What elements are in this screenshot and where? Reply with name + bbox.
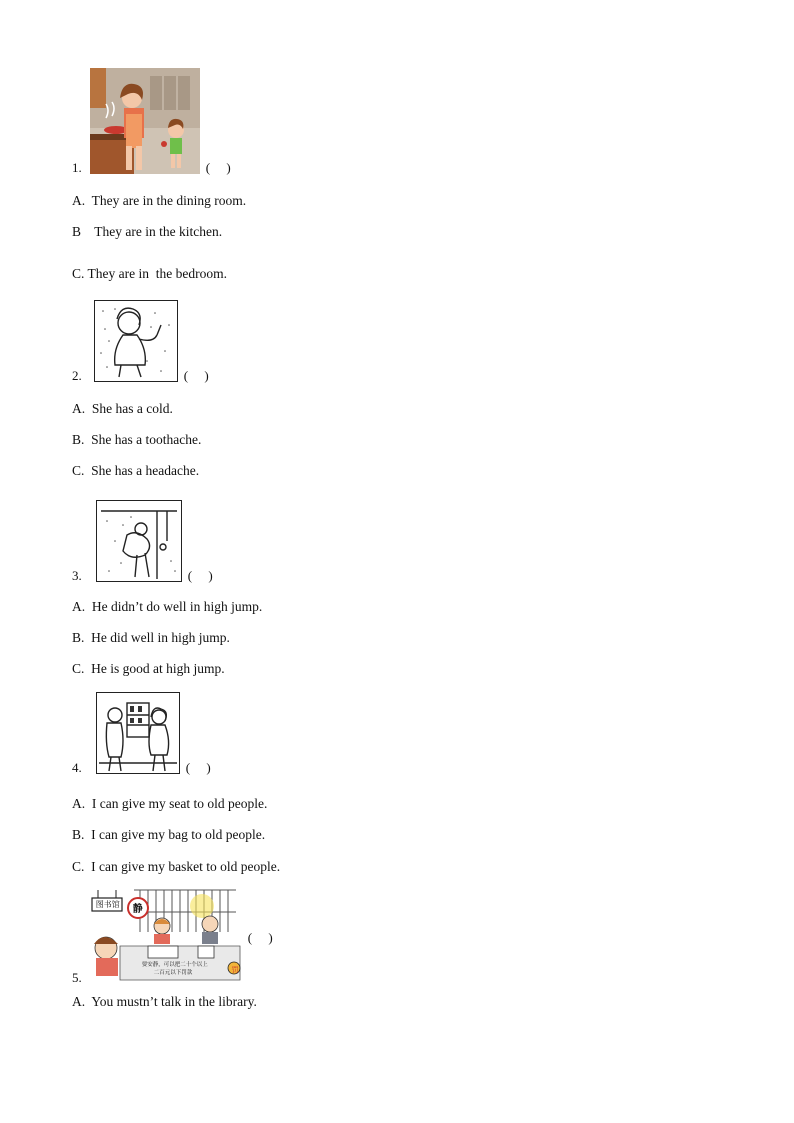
- bus-seat-picture: [96, 692, 180, 774]
- question-number: 1.: [72, 160, 82, 175]
- girl-holding-cheek-picture: [94, 300, 178, 382]
- library-sign: 图书馆: [95, 900, 120, 909]
- option-c: C. I can give my basket to old people.: [72, 859, 281, 874]
- question-4: [72, 692, 211, 774]
- option-c: C. They are in the bedroom.: [72, 266, 227, 281]
- question-2: [72, 300, 209, 382]
- question-number: 2.: [72, 368, 82, 383]
- question-number: 4.: [72, 760, 82, 775]
- answer-blank[interactable]: ( ): [185, 760, 211, 775]
- answer-blank[interactable]: ( ): [183, 368, 209, 383]
- option-b: B. He did well in high jump.: [72, 630, 230, 645]
- high-jump-picture: [96, 500, 182, 582]
- option-c: C. He is good at high jump.: [72, 661, 225, 676]
- option-a: A. He didn’t do well in high jump.: [72, 599, 263, 614]
- option-b: B They are in the kitchen.: [72, 224, 223, 239]
- kitchen-cooking-picture: [90, 68, 200, 174]
- svg-text:罚: 罚: [231, 966, 239, 974]
- option-a: A. You mustn’t talk in the library.: [72, 994, 257, 1009]
- option-a: A. She has a cold.: [72, 401, 173, 416]
- option-a: A. They are in the dining room.: [72, 193, 247, 208]
- answer-blank[interactable]: ( ): [187, 568, 213, 583]
- quiet-sign: 静: [132, 904, 143, 915]
- option-c: C. She has a headache.: [72, 463, 200, 478]
- question-3: [72, 500, 213, 582]
- question-number: 5.: [72, 970, 82, 985]
- answer-blank[interactable]: ( ): [205, 160, 231, 175]
- fine-caption-line-2: 二百元以下罚款: [153, 970, 193, 976]
- question-1: [72, 68, 231, 174]
- option-b: B. She has a toothache.: [72, 432, 202, 447]
- library-quiet-picture: [90, 886, 242, 984]
- option-a: A. I can give my seat to old people.: [72, 796, 268, 811]
- option-b: B. I can give my bag to old people.: [72, 827, 266, 842]
- answer-blank[interactable]: ( ): [247, 930, 273, 945]
- question-number: 3.: [72, 568, 82, 583]
- fine-caption-line-1: 要安静，可以把二十个以上: [141, 962, 208, 968]
- question-5: [72, 886, 273, 984]
